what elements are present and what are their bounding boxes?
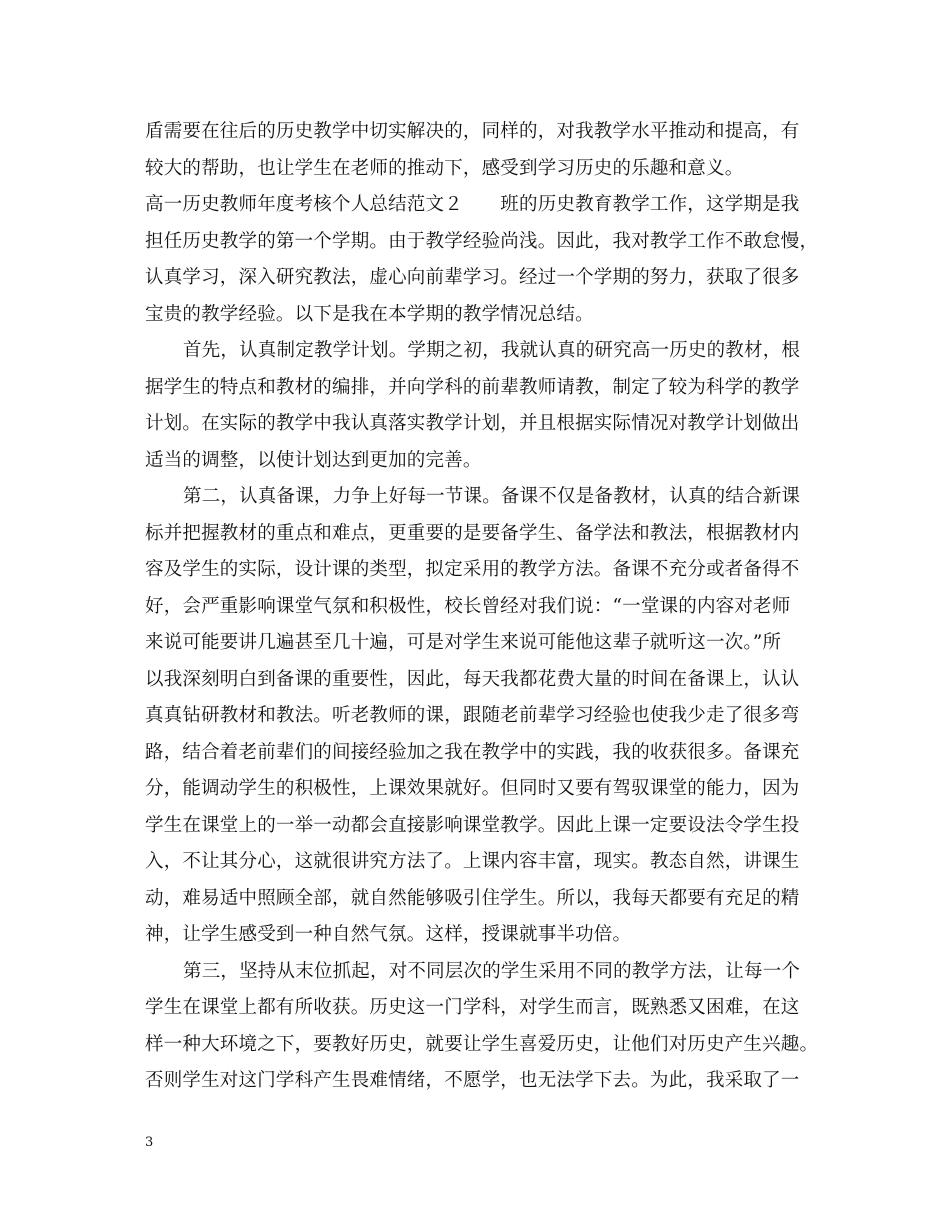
text-line: 样一种大环境之下，要教好历史，就要让学生喜爱历史，让他们对历史产生兴趣。	[145, 1033, 819, 1055]
text-line: 标并把握教材的重点和难点，更重要的是要备学生、备学法和教法，根据教材内	[145, 522, 800, 544]
text-line: 来说可能要讲几遍甚至几十遍，可是对学生来说可能他这辈子就听这一次。”所	[145, 632, 782, 653]
text-line: 真真钻研教材和教法。听老教师的课，跟随老前辈学习经验也使我少走了很多弯	[145, 705, 800, 726]
text-line: 好，会严重影响课堂气氛和积极性，校长曾经对我们说：“一堂课的内容对老师	[145, 595, 791, 617]
text-line: 第三，坚持从末位抓起，对不同层次的学生采用不同的教学方法，让每一个	[183, 960, 801, 982]
text-line: 据学生的特点和教材的编排，并向学科的前辈教师请教，制定了较为科学的教学	[145, 376, 800, 398]
text-line: 容及学生的实际，设计课的类型，拟定采用的教学方法。备课不充分或者备得不	[145, 559, 800, 580]
body-text	[145, 114, 819, 1100]
text-line: 否则学生对这门学科产生畏难情绪，不愿学，也无法学下去。为此，我采取了一	[145, 1070, 800, 1091]
text-line: 动，难易适中照顾全部，就自然能够吸引住学生。所以，我每天都要有充足的精	[145, 887, 800, 909]
text-line: 较大的帮助，也让学生在老师的推动下，感受到学习历史的乐趣和意义。	[145, 157, 744, 179]
text-line: 首先，认真制定教学计划。学期之初，我就认真的研究高一历史的教材，根	[183, 340, 801, 361]
text-line: 分，能调动学生的积极性，上课效果就好。但同时又要有驾驭课堂的能力，因为	[145, 778, 800, 799]
text-line: 学生在课堂上都有所收获。历史这一门学科，对学生而言，既熟悉又困难，在这	[145, 997, 800, 1018]
text-line: 入，不让其分心，这就很讲究方法了。上课内容丰富，现实。教态自然，讲课生	[145, 851, 800, 872]
text-line: 以我深刻明白到备课的重要性，因此，每天我都花费大量的时间在备课上，认认	[145, 668, 800, 690]
text-line: 神，让学生感受到一种自然气氛。这样，授课就事半功倍。	[145, 924, 632, 945]
text-line: 盾需要在往后的历史教学中切实解决的，同样的，对我教学水平推动和提高，有	[145, 121, 800, 142]
text-line: 担任历史教学的第一个学期。由于教学经验尚浅。因此，我对教学工作不敢怠慢，	[145, 230, 819, 252]
text-line: 宝贵的教学经验。以下是我在本学期的教学情况总结。	[145, 303, 594, 325]
page-number: 3	[145, 1135, 154, 1150]
text-line: 认真学习，深入研究教法，虚心向前辈学习。经过一个学期的努力，获取了很多	[145, 267, 800, 288]
text-line: 学生在课堂上的一举一动都会直接影响课堂教学。因此上课一定要设法令学生投	[145, 814, 800, 836]
text-line: 计划。在实际的教学中我认真落实教学计划，并且根据实际情况对教学计划做出	[145, 413, 800, 434]
text-line: 高一历史教师年度考核个人总结范文２ 班的历史教育教学工作，这学期是我	[145, 194, 800, 215]
text-line: 第二，认真备课，力争上好每一节课。备课不仅是备教材，认真的结合新课	[183, 486, 801, 507]
text-line: 适当的调整，以使计划达到更加的完善。	[145, 449, 482, 471]
text-line: 路，结合着老前辈们的间接经验加之我在教学中的实践，我的收获很多。备课充	[145, 741, 800, 763]
